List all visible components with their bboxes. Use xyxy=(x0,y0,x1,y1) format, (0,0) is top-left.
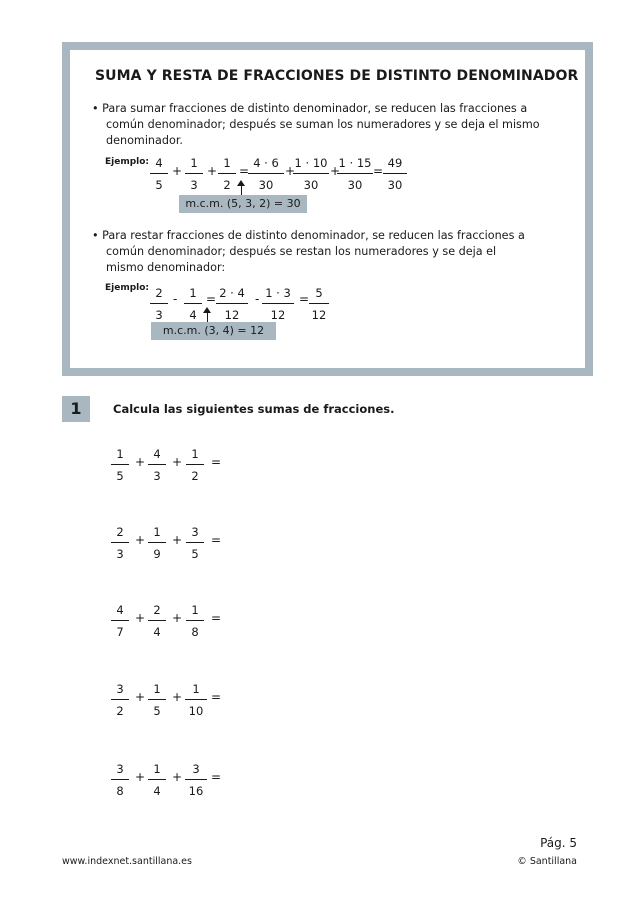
sum-rule-line: • Para sumar fracciones de distinto denominador, se reducen las fracciones a xyxy=(92,102,528,115)
plus-sign: + xyxy=(172,690,183,704)
exercise-number-badge: 1 xyxy=(62,396,90,422)
sum-example-operator: + xyxy=(330,164,341,178)
sub-example-operator: - xyxy=(173,292,178,306)
sub-example-fraction: 5 12 xyxy=(309,286,329,322)
equals-sign: = xyxy=(211,770,222,784)
sub-example-operator: = xyxy=(206,292,217,306)
plus-sign: + xyxy=(135,770,146,784)
sub-example-fraction: 1 4 xyxy=(184,286,202,322)
rule-box-title: SUMA Y RESTA DE FRACCIONES DE DISTINTO DENOMINADOR xyxy=(95,68,579,84)
plus-sign: + xyxy=(135,533,146,547)
plus-sign: + xyxy=(172,533,183,547)
sub-example-fraction: 2 3 xyxy=(150,286,168,322)
sum-example-fraction: 49 30 xyxy=(383,156,407,192)
sum-mcm-note: m.c.m. (5, 3, 2) = 30 xyxy=(179,195,307,213)
sum-example-label: Ejemplo: xyxy=(105,157,150,167)
sub-example-fraction: 1 · 3 12 xyxy=(262,286,294,322)
sum-example-operator: = xyxy=(373,164,384,178)
exercise-fraction: 3 5 xyxy=(186,525,204,561)
sub-rule-line: mismo denominador: xyxy=(106,261,226,274)
plus-sign: + xyxy=(172,455,183,469)
equals-sign: = xyxy=(211,690,222,704)
exercise-fraction: 3 2 xyxy=(111,682,129,718)
plus-sign: + xyxy=(172,770,183,784)
sub-example-operator: = xyxy=(299,292,310,306)
plus-sign: + xyxy=(172,611,183,625)
sub-example-operator: - xyxy=(255,292,260,306)
sum-example-operator: = xyxy=(239,164,250,178)
exercise-fraction: 2 3 xyxy=(111,525,129,561)
sum-example-operator: + xyxy=(285,164,296,178)
plus-sign: + xyxy=(135,455,146,469)
sum-example-fraction: 4 · 6 30 xyxy=(248,156,284,192)
sub-rule-line: común denominador; después se restan los numeradores y se deja el xyxy=(106,245,497,258)
sub-rule-line: • Para restar fracciones de distinto denominador, se reducen las fracciones a xyxy=(92,229,525,242)
sum-rule-paragraph xyxy=(92,101,562,149)
exercise-fraction: 4 3 xyxy=(148,447,166,483)
sum-example-fraction: 4 5 xyxy=(150,156,168,192)
exercise-fraction: 1 4 xyxy=(148,762,166,798)
plus-sign: + xyxy=(135,690,146,704)
sum-example-fraction: 1 · 10 30 xyxy=(294,156,328,192)
exercise-fraction: 2 4 xyxy=(148,603,166,639)
sub-example-fraction: 2 · 4 12 xyxy=(216,286,248,322)
equals-sign: = xyxy=(211,533,222,547)
sum-rule-line: denominador. xyxy=(106,134,183,147)
rule-box xyxy=(62,42,593,376)
equals-sign: = xyxy=(211,611,222,625)
sub-example-label: Ejemplo: xyxy=(105,283,150,293)
exercise-fraction: 3 16 xyxy=(185,762,207,798)
sum-example-fraction: 1 · 15 30 xyxy=(338,156,372,192)
sum-example-operator: + xyxy=(172,164,183,178)
exercise-instruction: Calcula las siguientes sumas de fracciones. xyxy=(113,402,395,416)
website-link[interactable]: www.indexnet.santillana.es xyxy=(62,856,192,867)
copyright: © Santillana xyxy=(517,856,577,867)
exercise-fraction: 1 2 xyxy=(186,447,204,483)
plus-sign: + xyxy=(135,611,146,625)
equals-sign: = xyxy=(211,455,222,469)
page-number: Pág. 5 xyxy=(540,836,577,850)
exercise-fraction: 1 9 xyxy=(148,525,166,561)
exercise-fraction: 3 8 xyxy=(111,762,129,798)
sub-rule-paragraph xyxy=(92,228,562,276)
exercise-fraction: 1 8 xyxy=(186,603,204,639)
exercise-fraction: 4 7 xyxy=(111,603,129,639)
sum-example-fraction: 1 2 xyxy=(218,156,236,192)
sub-mcm-note: m.c.m. (3, 4) = 12 xyxy=(151,322,276,340)
exercise-fraction: 1 5 xyxy=(111,447,129,483)
sum-example-operator: + xyxy=(207,164,218,178)
exercise-fraction: 1 5 xyxy=(148,682,166,718)
sum-example-fraction: 1 3 xyxy=(185,156,203,192)
exercise-fraction: 1 10 xyxy=(185,682,207,718)
sum-rule-line: común denominador; después se suman los numeradores y se deja el mismo xyxy=(106,118,540,131)
